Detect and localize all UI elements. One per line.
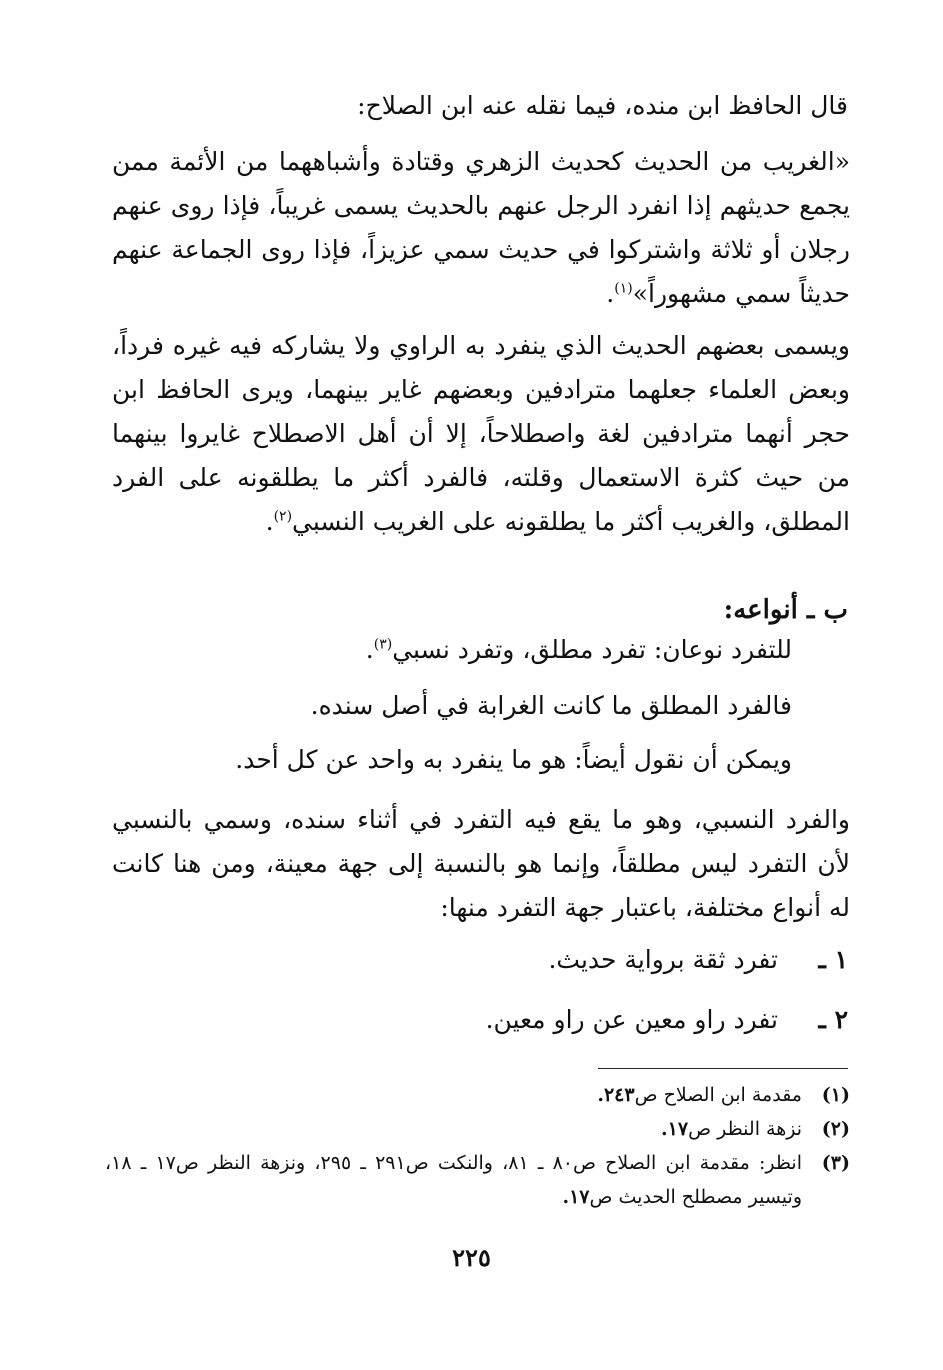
relative-paragraph: والفرد النسبي، وهو ما يقع فيه التفرد في أثناء سنده، وسمي بالنسبي لأن التفرد ليس مطلقاً، وإنما هو بالنسبة إلى جهة معينة، ومن هنا كانت له أنواع مختلفة، باعتبار جهة التفرد منها: [112,805,850,922]
footnote-marker: (٢) [821,1118,850,1140]
list-item [88,938,848,982]
footnote-marker: (٣) [821,1152,850,1174]
section-heading: ب ـ أنواعه: [723,595,848,625]
footnote-page: ١٧. [661,1118,689,1140]
footnote-page: ٢٤٣. [597,1084,635,1106]
footnote-text [105,1078,802,1112]
list-number: ٢ ـ [818,1005,848,1034]
para2-end: . [265,507,274,536]
footnote-page: ١٧. [562,1186,590,1208]
footnote-text [105,1146,802,1214]
footnote-2 [105,1112,850,1146]
quote-paragraph [112,140,850,316]
types-text: للتفرد نوعان: تفرد مطلق، وتفرد نسبي [392,635,792,664]
types-line [92,628,792,672]
list-number: ١ ـ [818,945,848,974]
footnote-text [105,1112,802,1146]
footnote-ref-1[interactable]: (١) [614,280,633,297]
footnote-source: مقدمة ابن الصلاح ص [634,1084,802,1106]
footnote-1 [105,1078,850,1112]
alternate-definition: ويمكن أن نقول أيضاً: هو ما ينفرد به واحد عن كل أحد. [235,745,792,774]
footnote-source: نزهة النظر ص [688,1118,802,1140]
footnotes [105,1078,850,1214]
footnote-3 [105,1146,850,1214]
footnote-source: انظر: مقدمة ابن الصلاح ص٨٠ ـ ٨١، والنكت ص٢٩١ ـ ٢٩٥، ونزهة النظر ص١٧ ـ ١٨، وتيسير مصطلح الحديث ص [105,1152,802,1208]
quote-end: . [606,279,615,308]
footnote-marker: (١) [821,1084,850,1106]
intro-line [108,84,848,128]
types-end: . [365,635,374,664]
footnote-ref-3[interactable]: (٣) [373,636,393,653]
footnote-separator [598,1068,848,1069]
quote-text: «الغريب من الحديث كحديث الزهري وقتادة وأشباههما من الأئمة ممن يجمع حديثهم إذا انفرد الرجل عنهم بالحديث يسمى غريباً، فإذا روى عنهم رجلان أو ثلاثة واشتركوا في حديث سمي عزيزاً، فإذا روى الجماعة عنهم حديثاً سمي مشهوراً» [112,147,850,308]
list-text: تفرد راو معين عن راو معين. [485,1005,778,1034]
intro-text: قال الحافظ ابن منده، فيما نقله عنه ابن الصلاح: [357,91,848,120]
para2-text: ويسمى بعضهم الحديث الذي ينفرد به الراوي ولا يشاركه فيه غيره فرداً، وبعض العلماء جعلهما مترادفين وبعضهم غاير بينهما، ويرى الحافظ ابن حجر أنهما مترادفين لغة واصطلاحاً، إلا أن أهل الاصطلاح غايروا بينهما من حيث كثرة الاستعمال وقلته، فالفرد أكثر ما يطلقونه على الفرد المطلق، والغريب أكثر ما يطلقونه على الغريب النسبي [112,331,850,536]
page-number: ٢٢٥ [452,1243,491,1272]
list-text: تفرد ثقة برواية حديث. [548,945,778,974]
fard-gharib-paragraph [112,324,850,544]
list-item [88,998,848,1042]
absolute-definition: فالفرد المطلق ما كانت الغرابة في أصل سنده. [310,691,792,720]
footnote-ref-2[interactable]: (٢) [273,508,293,525]
